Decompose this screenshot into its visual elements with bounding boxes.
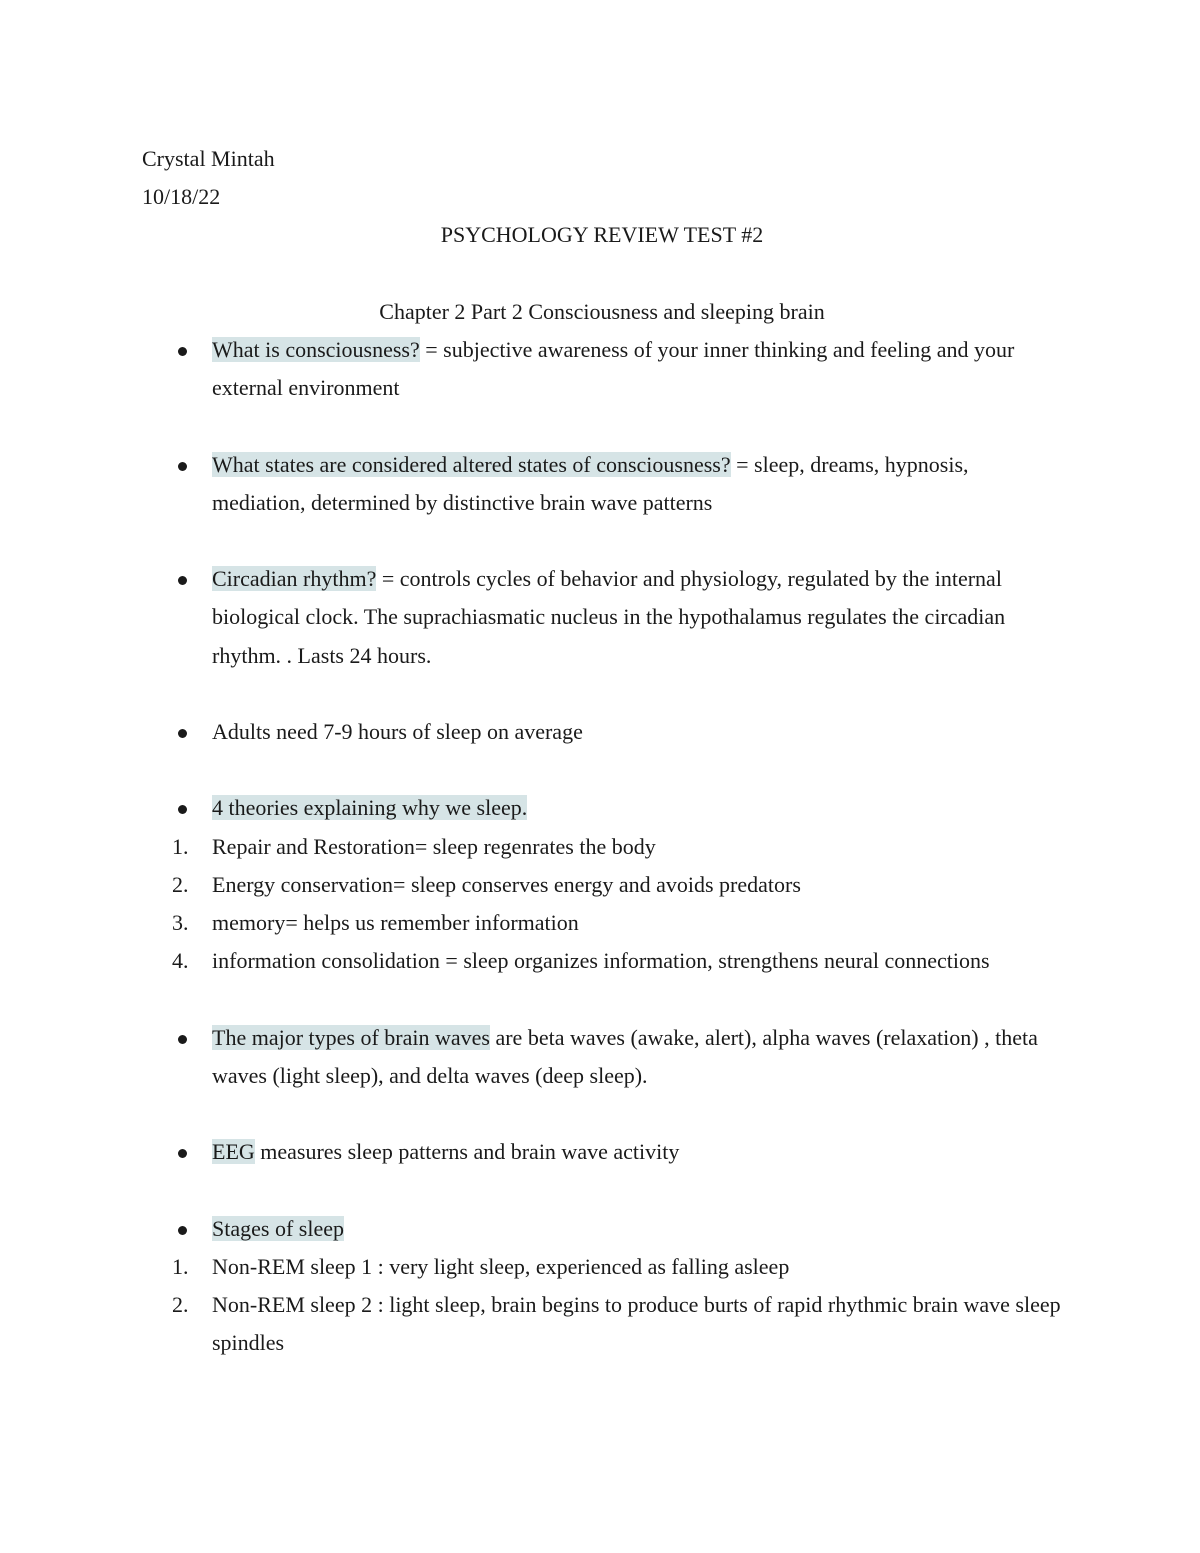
numbered-item [142, 904, 1062, 942]
bullet-item-circadian [142, 560, 1062, 675]
bullet-icon [178, 1035, 187, 1044]
author-name: Crystal Mintah [142, 146, 275, 171]
question-text: Stages of sleep [212, 1215, 344, 1241]
bullet-icon [178, 1149, 187, 1158]
document-content [142, 140, 1062, 1362]
bullet-icon [178, 1226, 187, 1235]
list-text: Energy conservation= sleep conserves energy and avoids predators [212, 871, 801, 897]
answer-text: = subjective awareness of your inner thinking and feeling and your external environment [212, 337, 1015, 401]
spacer [142, 751, 1062, 789]
chapter-heading: Chapter 2 Part 2 Consciousness and sleeping brain [379, 298, 825, 324]
question-text: EEG [212, 1139, 255, 1165]
list-text: information consolidation = sleep organizes information, strengthens neural connections [212, 948, 990, 974]
bullet-icon [178, 729, 187, 738]
numbered-item [142, 866, 1062, 904]
bullet-item-brain-waves [142, 1019, 1062, 1095]
bullet-item-eeg [142, 1133, 1062, 1171]
bullet-icon [178, 462, 187, 471]
answer-text: measures sleep patterns and brain wave activity [254, 1139, 680, 1165]
list-number: 1. [172, 1253, 189, 1279]
list-text: Non-REM sleep 2 : light sleep, brain begins to produce burts of rapid rhythmic brain wave sleep spindles [212, 1291, 1061, 1356]
spacer [142, 1171, 1062, 1209]
bullet-item-altered-states [142, 446, 1062, 522]
list-number: 4. [172, 948, 189, 974]
list-text: Non-REM sleep 1 : very light sleep, experienced as falling asleep [212, 1253, 790, 1279]
answer-text: are beta waves (awake, alert), alpha waves (relaxation) , theta waves (light sleep), and delta waves (deep sleep). [212, 1024, 1038, 1088]
numbered-item [142, 1248, 1062, 1286]
numbered-item [142, 942, 1062, 980]
list-number: 2. [172, 1291, 189, 1317]
bullet-item-adults-sleep [142, 713, 1062, 751]
spacer [142, 1095, 1062, 1133]
question-text: What states are considered altered states of consciousness? [212, 451, 731, 477]
list-number: 1. [172, 833, 189, 859]
numbered-item [142, 828, 1062, 866]
answer-text: = controls cycles of behavior and physiology, regulated by the internal biological clock. The suprachiasmatic nucleus in the hypothalamus regulates the circadian rhythm. . Lasts 24 hours. [212, 566, 1006, 668]
bullet-icon [178, 347, 187, 356]
list-text: Repair and Restoration= sleep regenrates the body [212, 833, 656, 859]
list-text: memory= helps us remember information [212, 909, 579, 935]
list-number: 3. [172, 909, 189, 935]
bullet-icon [178, 576, 187, 585]
spacer [142, 675, 1062, 713]
spacer [142, 980, 1062, 1018]
document-title: PSYCHOLOGY REVIEW TEST #2 [440, 222, 764, 248]
numbered-item [142, 1286, 1062, 1362]
spacer [142, 522, 1062, 560]
list-number: 2. [172, 871, 189, 897]
bullet-icon [178, 805, 187, 814]
bullet-item-theories [142, 789, 1062, 827]
bullet-item-stages [142, 1210, 1062, 1248]
spacer [142, 255, 1062, 293]
question-text: 4 theories explaining why we sleep. [212, 795, 528, 821]
question-text: The major types of brain waves [212, 1024, 490, 1050]
spacer [142, 407, 1062, 445]
answer-text: = sleep, dreams, hypnosis, mediation, determined by distinctive brain wave patterns [212, 451, 969, 515]
question-text: Circadian rhythm? [212, 566, 377, 592]
bullet-item-consciousness [142, 331, 1062, 407]
document-date: 10/18/22 [142, 184, 221, 210]
item-text: Adults need 7-9 hours of sleep on average [212, 718, 583, 744]
question-text: What is consciousness? [212, 337, 420, 362]
